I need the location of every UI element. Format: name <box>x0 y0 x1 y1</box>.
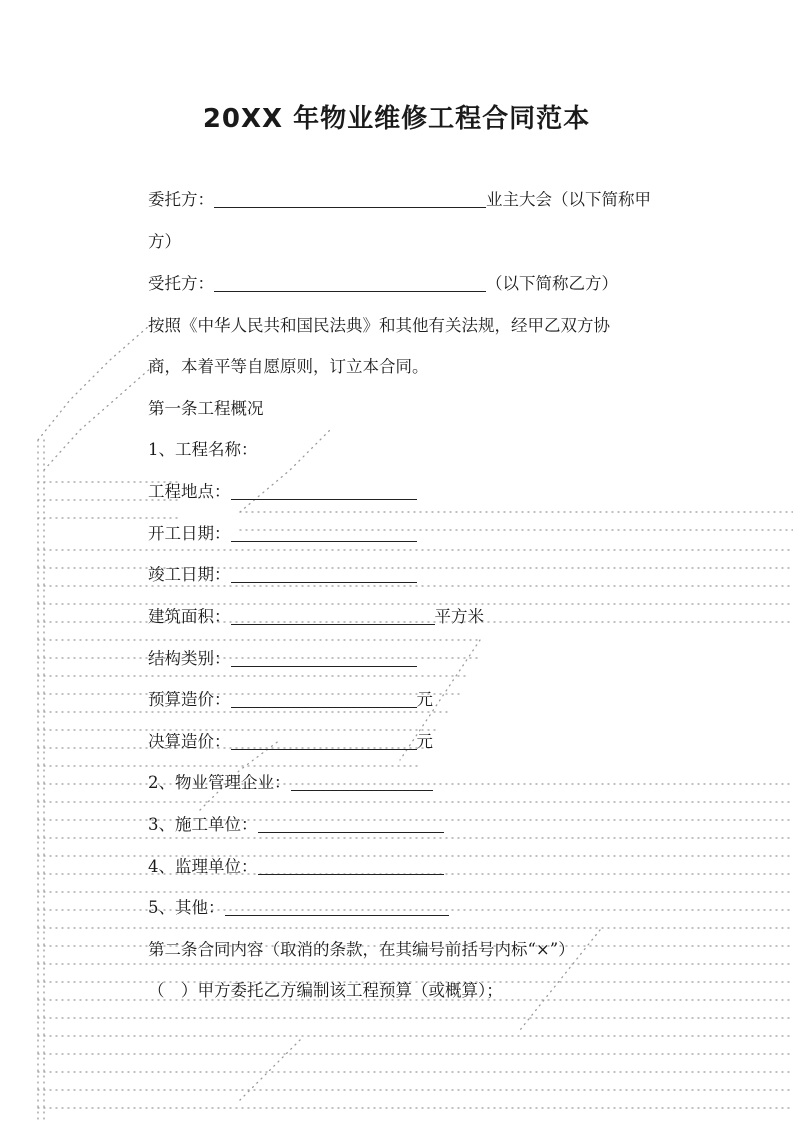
supervision-unit-line <box>148 857 444 877</box>
building-area-label: 建筑面积： <box>148 607 231 626</box>
party-b-line <box>148 274 618 294</box>
property-company-blank[interactable] <box>291 774 433 791</box>
structure-type-label: 结构类别： <box>148 649 231 668</box>
property-company-line <box>148 773 433 793</box>
construction-unit-blank[interactable] <box>258 816 444 833</box>
start-date-label: 开工日期： <box>148 524 231 543</box>
structure-type-blank[interactable] <box>231 650 417 667</box>
start-date-blank[interactable] <box>231 525 417 542</box>
party-a-line <box>148 190 651 210</box>
article-2-heading: 第二条合同内容（取消的条款，在其编号前括号内标“×”） <box>148 940 575 959</box>
article-1-heading: 第一条工程概况 <box>148 399 264 418</box>
party-b-label: 受托方： <box>148 274 214 293</box>
property-company-label: 2、物业管理企业： <box>148 773 291 792</box>
end-date-label: 竣工日期： <box>148 565 231 584</box>
building-area-line <box>148 607 484 627</box>
construction-unit-line <box>148 815 444 835</box>
construction-unit-label: 3、施工单位： <box>148 815 258 834</box>
end-date-blank[interactable] <box>231 566 417 583</box>
final-cost-label: 决算造价： <box>148 732 231 751</box>
final-cost-blank[interactable] <box>231 733 417 750</box>
end-date-line <box>148 565 417 585</box>
party-a-suffix: 业主大会（以下简称甲 <box>486 190 651 209</box>
budget-cost-unit: 元 <box>416 690 433 709</box>
project-name-label: 1、工程名称： <box>148 440 258 459</box>
document-title: 20XX 年物业维修工程合同范本 <box>202 104 591 134</box>
start-date-line <box>148 524 417 544</box>
project-location-blank[interactable] <box>231 483 417 500</box>
party-a-label: 委托方： <box>148 190 214 209</box>
party-b-blank[interactable] <box>214 275 486 292</box>
project-location-label: 工程地点： <box>148 482 231 501</box>
building-area-blank[interactable] <box>231 608 435 625</box>
structure-type-line <box>148 649 417 669</box>
final-cost-line <box>148 732 433 752</box>
preamble-line-2: 商，本着平等自愿原则，订立本合同。 <box>148 357 429 376</box>
other-blank[interactable] <box>225 899 449 916</box>
party-a-blank[interactable] <box>214 191 486 208</box>
party-a-wrap: 方） <box>148 232 181 251</box>
other-line <box>148 898 449 918</box>
budget-cost-label: 预算造价： <box>148 690 231 709</box>
project-location-line <box>148 482 417 502</box>
final-cost-unit: 元 <box>416 732 433 751</box>
budget-cost-line <box>148 690 433 710</box>
party-b-suffix: （以下简称乙方） <box>486 274 618 293</box>
budget-cost-blank[interactable] <box>231 691 417 708</box>
supervision-unit-blank[interactable] <box>258 858 444 875</box>
supervision-unit-label: 4、监理单位： <box>148 857 258 876</box>
article-2-clause-1: （ ）甲方委托乙方编制该工程预算（或概算）； <box>148 981 503 1000</box>
preamble-line-1: 按照《中华人民共和国民法典》和其他有关法规，经甲乙双方协 <box>148 316 610 335</box>
other-label: 5、其他： <box>148 898 225 917</box>
building-area-unit: 平方米 <box>434 607 484 626</box>
